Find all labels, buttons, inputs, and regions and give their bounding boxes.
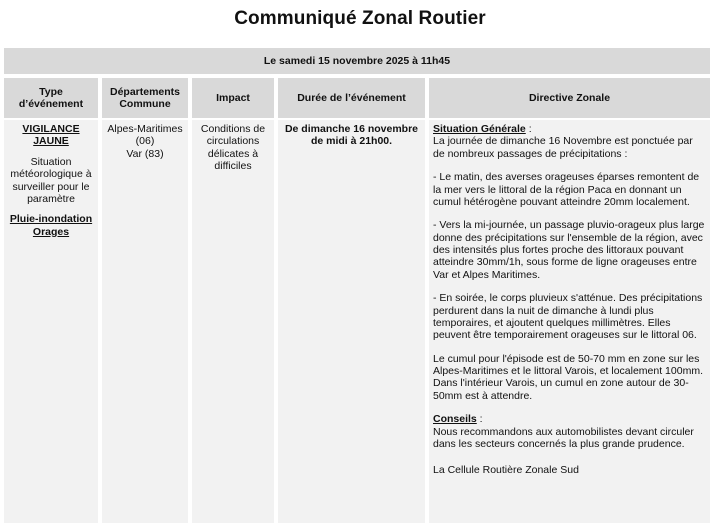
date-banner: Le samedi 15 novembre 2025 à 11h45 <box>4 48 710 74</box>
directive-paragraph-evening: - En soirée, le corps pluvieux s'atténue. Des précipitations perdurent dans la nuit de dimanche à lundi plus temporaires, et ajoutent quelques millimètres. Elles peuvent être temporairement orageuses sur le littoral 06. <box>433 292 703 342</box>
vigilance-description: Situation météorologique à surveiller pour le paramètre <box>10 155 92 205</box>
header-departements: Départements Commune <box>102 78 188 118</box>
directive-paragraph-midday: - Vers la mi-journée, un passage pluvio-orageux plus large donne des précipitations sur l'ensemble de la région, avec des intensités plus fortes proche des littoraux pouvant atteindre 30mm/1h, sous forme de ligne orageuses entre Var et Alpes Maritimes. <box>433 219 705 281</box>
conseils-heading: Conseils : <box>433 413 483 426</box>
cell-impact: Conditions de circulations délicates à difficiles <box>200 123 266 173</box>
directive-paragraph-morning: - Le matin, des averses orageuses éparses remontent de la mer vers le littoral de la région Paca en donnant un cumul hétérogène pouvant atteindre 20mm localement. <box>433 171 700 208</box>
situation-intro: La journée de dimanche 16 Novembre est ponctuée par de nombreux passages de précipitations : <box>433 135 693 160</box>
cell-duree: De dimanche 16 novembre de midi à 21h00. <box>284 123 419 148</box>
column-departements-bg <box>102 120 188 523</box>
header-type: Type d’événement <box>4 78 98 118</box>
document-title: Communiqué Zonal Routier <box>234 8 486 29</box>
header-directive: Directive Zonale <box>429 78 710 118</box>
column-duree-bg <box>278 120 425 523</box>
vigilance-level: VIGILANCE JAUNE <box>22 123 80 148</box>
header-impact: Impact <box>192 78 274 118</box>
signature: La Cellule Routière Zonale Sud <box>433 464 579 477</box>
cell-directive <box>433 123 705 477</box>
directive-paragraph-cumul: Le cumul pour l'épisode est de 50-70 mm en zone sur les Alpes-Maritimes et le littoral Varois, et localement 100mm. Dans l'intérieur Varois, un cumul en zone autour de 30-50mm est à attendre. <box>433 352 703 402</box>
conseils-text: Nous recommandons aux automobilistes devant circuler dans les secteurs concernés la plus grande prudence. <box>433 425 694 450</box>
header-duree: Durée de l’événement <box>278 78 425 118</box>
cell-type <box>8 123 94 238</box>
situation-heading: Situation Générale : <box>433 123 532 135</box>
column-impact-bg <box>192 120 274 523</box>
vigilance-parameter: Pluie-inondation Orages <box>9 213 93 238</box>
cell-departements: Alpes-Maritimes (06) Var (83) <box>107 123 183 160</box>
